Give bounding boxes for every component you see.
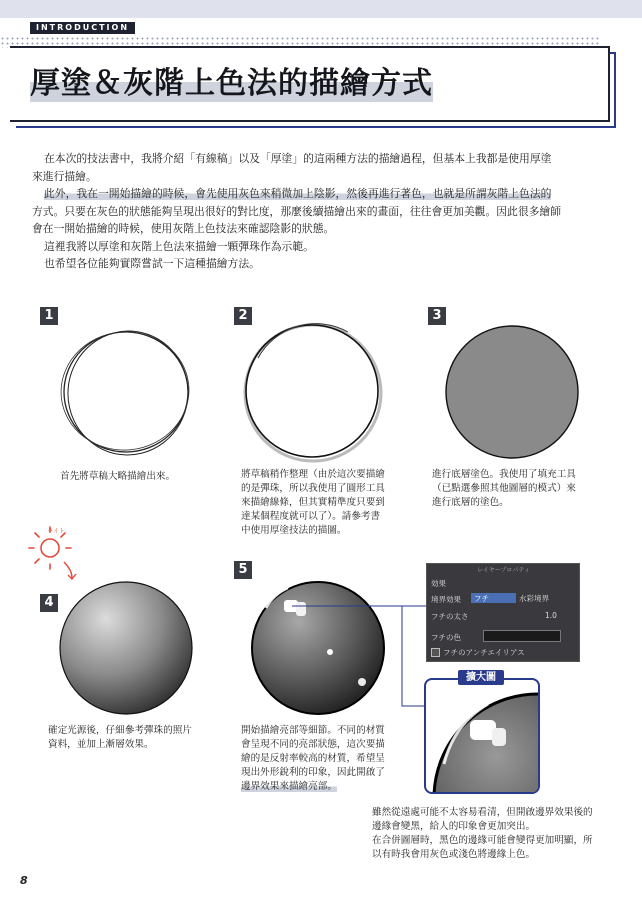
step5-marble-circle xyxy=(244,578,394,718)
panel-title: レイヤープロパティ xyxy=(477,567,530,574)
border-option-button[interactable]: フチ xyxy=(471,593,516,603)
page-title: 厚塗＆灰階上色法的描繪方式 xyxy=(30,58,433,102)
page-number: 8 xyxy=(20,874,28,887)
caption-line: 資料，並加上漸層效果。 xyxy=(48,739,154,750)
zoom-label: 擴大圖 xyxy=(458,670,504,685)
watercolor-option-button[interactable]: 水彩境界 xyxy=(519,594,549,603)
step-number-1: 1 xyxy=(40,307,58,325)
highlighted-line: 邊界效果來描繪亮部。 xyxy=(241,781,337,792)
edge-width-value[interactable]: 1.0 xyxy=(545,611,557,620)
step3-caption xyxy=(432,468,576,510)
caption-line: 會呈現不同的亮部狀態，這次要描 xyxy=(241,739,385,750)
step4-caption xyxy=(48,724,192,752)
caption-line: 開始描繪亮部等細節。不同的材質 xyxy=(241,725,385,736)
edge-width-label: フチの太さ xyxy=(431,612,469,621)
edge-color-swatch[interactable] xyxy=(483,630,561,642)
step-number-4: 4 xyxy=(40,594,58,612)
antialias-checkbox[interactable] xyxy=(431,648,440,657)
zoomed-marble xyxy=(426,680,538,792)
intro-line: 這裡我將以厚塗和灰階上色法來描繪一顆彈珠作為示範。 xyxy=(44,239,314,253)
intro-line: 會在一開始描繪的時候，使用灰階上色技法來確認陰影的狀態。 xyxy=(32,222,335,235)
intro-line: 也希望各位能夠實際嘗試一下這種描繪方法。 xyxy=(44,257,260,270)
edge-color-label: フチの色 xyxy=(431,633,461,642)
intro-line: 在本次的技法書中，我將介紹「有線稿」以及「厚塗」的這兩種方法的描繪過程，但基本上我都是使用厚塗 xyxy=(44,152,552,165)
caption-line: 進行底層的塗色。 xyxy=(432,497,509,508)
intro-line xyxy=(32,185,610,203)
zoom-view xyxy=(424,678,540,794)
top-band xyxy=(0,0,642,18)
caption-line: 的是彈珠，所以我使用了圓形工具 xyxy=(241,483,385,494)
step5-caption xyxy=(241,724,385,794)
border-effect-label: 境界効果 xyxy=(431,595,461,604)
caption-line: 現出外形銳利的印象，因此開啟了 xyxy=(241,767,385,778)
note-line: 雖然從遠處可能不太容易看清，但開啟邊界效果後的 xyxy=(372,807,593,818)
section-tag: INTRODUCTION xyxy=(30,22,135,34)
note-line: 在合併圖層時，黑色的邊緣可能會變得更加明顯，所 xyxy=(372,835,593,846)
antialias-label: フチのアンチエイリアス xyxy=(443,648,525,657)
intro-text xyxy=(32,150,610,273)
caption-line xyxy=(241,780,385,794)
caption-line: （已點選參照其他圖層的模式）來 xyxy=(432,483,576,494)
step1-sketch-circle xyxy=(52,325,202,460)
intro-line: 來進行描繪。 xyxy=(32,169,97,183)
highlighted-line: 此外，我在一開始描繪的時候，會先使用灰色來稍微加上陰影，然後再進行著色，也就是所謂灰階上色法的 xyxy=(44,187,552,200)
caption-line: 將草稿稍作整理（由於這次要描繪 xyxy=(241,469,385,480)
intro-line: 方式。只要在灰色的狀態能夠呈現出很好的對比度，那麼後續描繪出來的畫面，往往會更加美觀。因此很多繪師 xyxy=(32,204,562,218)
caption-line: 確定光源後，仔細參考彈珠的照片 xyxy=(48,725,192,736)
step3-filled-circle xyxy=(438,322,588,462)
note-line: 邊緣會變黑，給人的印象會更加突出。 xyxy=(372,821,536,832)
panel-section-label: 効果 xyxy=(431,579,446,588)
caption-line: 來描繪線條，但其實精準度只要到 xyxy=(241,497,385,508)
note-line: 以有時我會用灰色或淺色將邊緣上色。 xyxy=(372,849,536,860)
caption-line: 中使用厚塗技法的描圖。 xyxy=(241,525,347,536)
caption-line: 進行底層塗色。我使用了填充工具 xyxy=(432,469,576,480)
step2-caption xyxy=(241,468,385,538)
step4-gradient-circle xyxy=(52,578,202,718)
caption-line: 繪的是反射率較高的材質，希望呈 xyxy=(241,753,385,764)
light-label: ライト xyxy=(47,528,65,535)
step-number-3: 3 xyxy=(428,307,446,325)
caption-line: 達某個程度就可以了）。請參考書 xyxy=(241,511,381,522)
step1-caption: 首先將草稿大略描繪出來。 xyxy=(60,471,176,482)
edge-effect-note xyxy=(372,806,593,862)
step-number-5: 5 xyxy=(234,561,252,579)
step-number-2: 2 xyxy=(234,307,252,325)
step2-clean-circle xyxy=(238,318,388,468)
layer-property-panel xyxy=(426,563,580,662)
